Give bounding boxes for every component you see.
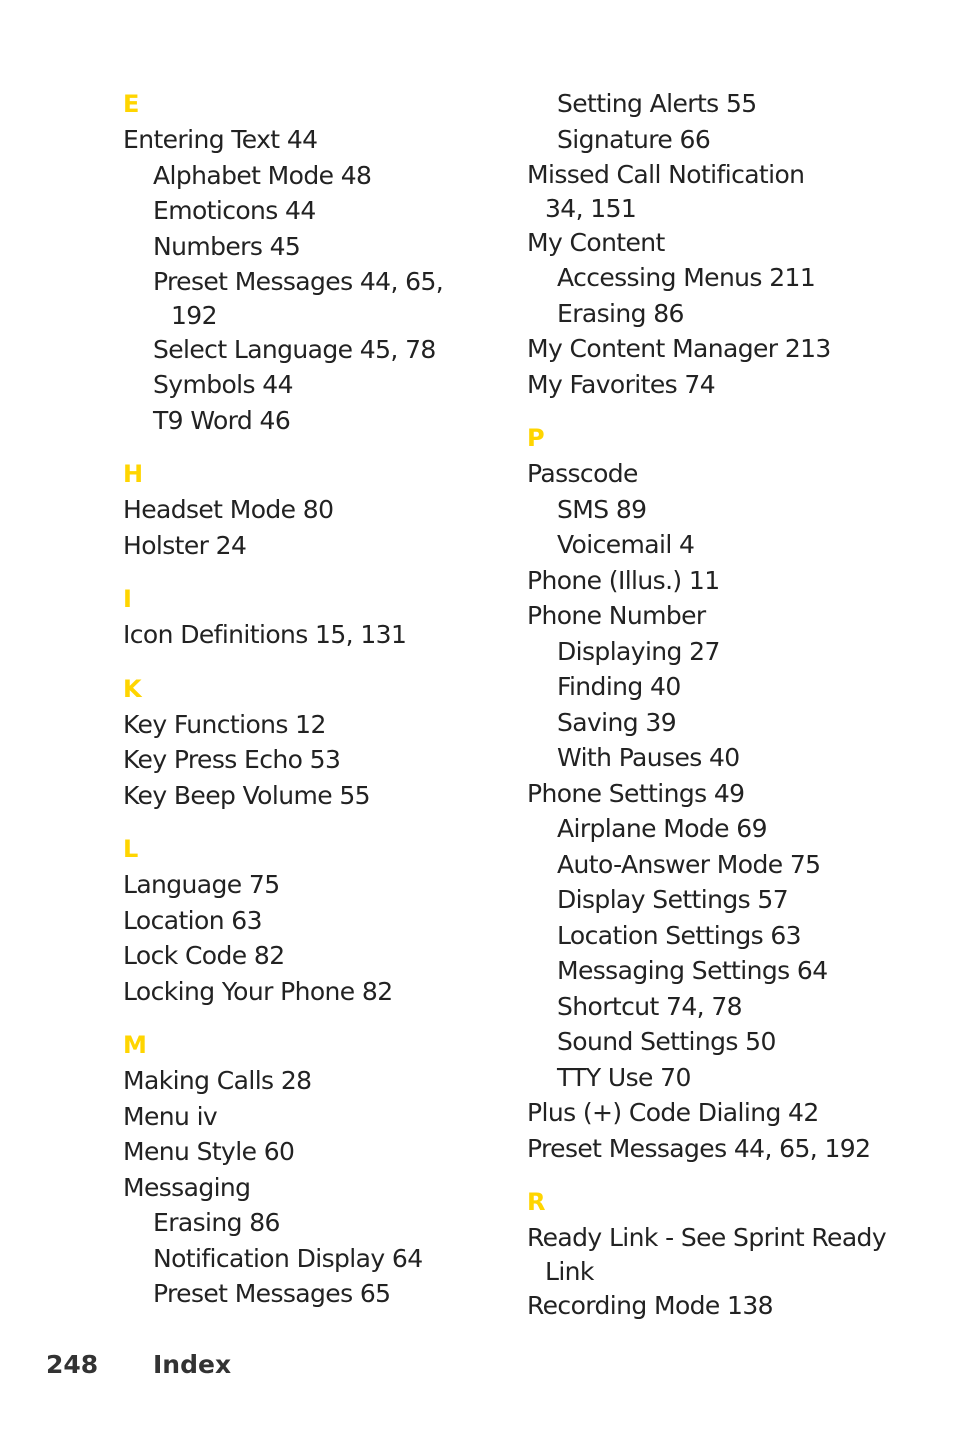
index-subentry: Finding 40 (557, 672, 681, 701)
page-number: 248 (46, 1350, 99, 1379)
index-entry-continuation: 192 (171, 300, 217, 330)
index-entry: Menu Style 60 (123, 1137, 295, 1166)
index-subentry: Numbers 45 (153, 231, 301, 261)
index-entry: Key Press Echo 53 (123, 745, 341, 774)
index-entry: My Favorites 74 (527, 369, 715, 399)
index-subentry: TTY Use 70 (557, 1062, 691, 1092)
index-subentry: Sound Settings 50 (557, 1027, 776, 1056)
index-subentry: T9 Word 46 (153, 405, 291, 435)
section-letter: P (527, 424, 545, 452)
index-subentry: Display Settings 57 (557, 885, 788, 914)
index-entry: Missed Call Notification (527, 160, 805, 189)
index-entry: Plus (+) Code Dialing 42 (527, 1098, 819, 1127)
index-entry-continuation: Link (545, 1256, 594, 1286)
index-section (123, 581, 503, 653)
index-entry: Lock Code 82 (123, 941, 285, 970)
index-section (123, 671, 503, 814)
index-entry: Location 63 (123, 905, 262, 935)
index-entry: Key Functions 12 (123, 709, 326, 739)
index-column-right (527, 86, 937, 1341)
index-entry: Locking Your Phone 82 (123, 976, 393, 1006)
index-section (123, 831, 503, 1009)
index-section (527, 86, 937, 402)
index-entry: Phone Number (527, 601, 706, 630)
index-entry: Passcode (527, 459, 638, 488)
index-entry: Key Beep Volume 55 (123, 780, 370, 810)
index-subentry: Auto-Answer Mode 75 (557, 849, 821, 879)
section-letter: R (527, 1188, 546, 1216)
index-entry: Recording Mode 138 (527, 1290, 773, 1320)
index-entry: Headset Mode 80 (123, 495, 334, 524)
index-entry: Phone Settings 49 (527, 778, 745, 808)
index-entry: Phone (Illus.) 11 (527, 565, 720, 595)
section-letter: E (123, 90, 140, 118)
section-letter: H (123, 460, 144, 488)
index-entry: Preset Messages 44, 65, 192 (527, 1133, 871, 1163)
index-subentry: Voicemail 4 (557, 530, 695, 559)
index-subentry: With Pauses 40 (557, 743, 740, 772)
index-subentry: Select Language 45, 78 (153, 334, 436, 364)
index-subentry: Signature 66 (557, 124, 711, 154)
index-subentry: Setting Alerts 55 (557, 89, 757, 118)
index-column-left (123, 86, 503, 1330)
index-entry: Menu iv (123, 1101, 218, 1131)
index-subentry: Displaying 27 (557, 636, 720, 666)
index-entry: Ready Link - See Sprint Ready (527, 1223, 887, 1252)
index-subentry: Erasing 86 (557, 298, 684, 328)
index-entry: My Content (527, 227, 665, 257)
index-entry: Language 75 (123, 870, 280, 899)
index-subentry: Symbols 44 (153, 370, 293, 399)
section-letter: I (123, 585, 132, 613)
index-entry: My Content Manager 213 (527, 334, 831, 363)
index-subentry: Airplane Mode 69 (557, 814, 767, 843)
index-subentry: Erasing 86 (153, 1208, 280, 1237)
index-subentry: Messaging Settings 64 (557, 956, 828, 985)
index-entry: Making Calls 28 (123, 1066, 312, 1095)
index-entry: Messaging (123, 1172, 251, 1202)
index-subentry: Preset Messages 44, 65, (153, 267, 444, 296)
index-section (123, 86, 503, 438)
index-entry: Icon Definitions 15, 131 (123, 620, 407, 649)
index-subentry: Alphabet Mode 48 (153, 160, 372, 190)
index-entry: Holster 24 (123, 530, 247, 560)
index-subentry: Location Settings 63 (557, 920, 801, 950)
section-title: Index (153, 1350, 232, 1379)
index-subentry: Notification Display 64 (153, 1243, 423, 1273)
section-letter: K (123, 674, 142, 703)
section-letter: L (123, 835, 139, 863)
index-section (123, 456, 503, 563)
index-section (527, 420, 937, 1166)
index-section (123, 1027, 503, 1312)
index-section (527, 1184, 937, 1323)
index-subentry: Accessing Menus 211 (557, 263, 816, 292)
index-subentry: Shortcut 74, 78 (557, 991, 742, 1021)
index-subentry: Saving 39 (557, 707, 677, 737)
index-subentry: SMS 89 (557, 494, 647, 524)
index-subentry: Emoticons 44 (153, 196, 316, 225)
index-entry: Entering Text 44 (123, 125, 318, 154)
index-entry-continuation: 34, 151 (545, 193, 637, 223)
section-letter: M (123, 1031, 147, 1059)
index-subentry: Preset Messages 65 (153, 1279, 391, 1308)
